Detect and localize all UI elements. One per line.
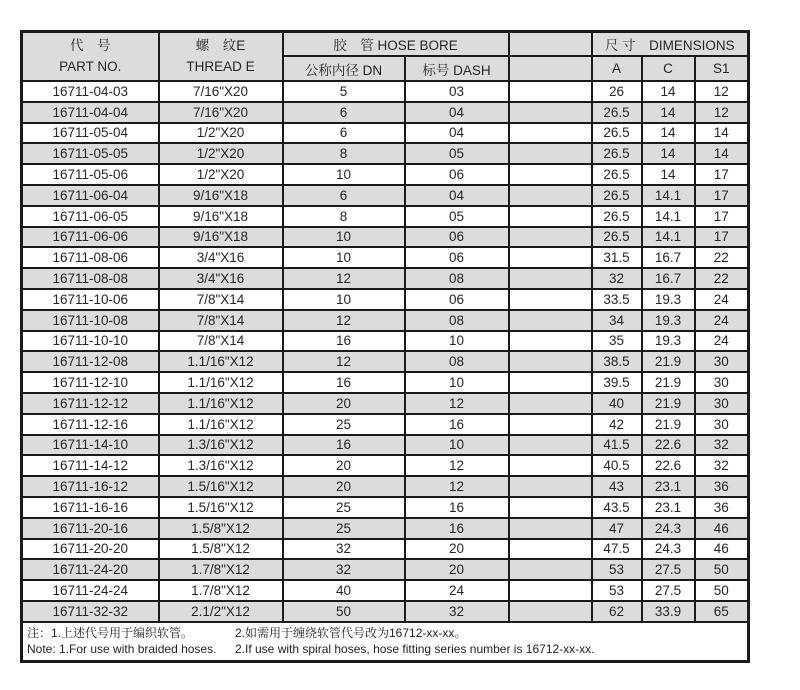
dim-c-cell: 24.3 <box>642 518 695 539</box>
part-no-cell: 16711-24-20 <box>22 559 159 580</box>
dim-c-cell: 21.9 <box>642 414 695 435</box>
dash-cell: 06 <box>405 227 509 248</box>
dash-cell: 24 <box>405 580 509 601</box>
dim-c-cell: 21.9 <box>642 393 695 414</box>
part-no-cell: 16711-12-12 <box>22 393 159 414</box>
dn-cell: 5 <box>283 81 405 102</box>
dim-c-cell: 16.7 <box>642 268 695 289</box>
notes-area <box>22 622 749 662</box>
thread-cell: 7/16"X20 <box>159 102 283 123</box>
dim-s1-cell: 24 <box>695 310 749 331</box>
dash-cell: 10 <box>405 331 509 352</box>
part-no-cell: 16711-05-05 <box>22 143 159 164</box>
fittings-table <box>20 30 750 663</box>
part-no-cell: 16711-20-20 <box>22 539 159 560</box>
dn-cell: 8 <box>283 143 405 164</box>
dn-cell: 20 <box>283 393 405 414</box>
dim-c-cell: 14.1 <box>642 185 695 206</box>
dash-cell: 06 <box>405 164 509 185</box>
thread-cell: 1/2"X20 <box>159 143 283 164</box>
dim-a-cell: 42 <box>592 414 642 435</box>
dash-cell: 06 <box>405 247 509 268</box>
spacer-cell <box>509 518 592 539</box>
part-no-cell: 16711-10-06 <box>22 289 159 310</box>
dim-c-cell: 19.3 <box>642 331 695 352</box>
table-row <box>22 310 749 331</box>
spacer-cell <box>509 476 592 497</box>
dn-cell: 10 <box>283 227 405 248</box>
thread-cell: 7/8"X14 <box>159 310 283 331</box>
dim-a-cell: 26.5 <box>592 164 642 185</box>
table-row <box>22 102 749 123</box>
spacer-cell <box>509 227 592 248</box>
table-row <box>22 227 749 248</box>
dash-cell: 08 <box>405 310 509 331</box>
spacer-cell <box>509 580 592 601</box>
spacer-cell <box>509 81 592 102</box>
thread-cell: 1.3/16"X12 <box>159 455 283 476</box>
dim-c-cell: 14.1 <box>642 227 695 248</box>
header-hose-bore-group: 胶 管 HOSE BORE <box>283 32 509 57</box>
spacer-cell <box>509 351 592 372</box>
note-en-1: Note: 1.For use with braided hoses. <box>27 641 217 656</box>
dim-s1-cell: 32 <box>695 435 749 456</box>
dash-cell: 12 <box>405 393 509 414</box>
part-no-cell: 16711-04-03 <box>22 81 159 102</box>
dim-a-cell: 53 <box>592 559 642 580</box>
spacer-cell <box>509 435 592 456</box>
dash-cell: 05 <box>405 143 509 164</box>
thread-cell: 1.1/16"X12 <box>159 372 283 393</box>
dim-s1-cell: 22 <box>695 268 749 289</box>
table-row <box>22 414 749 435</box>
header-spacer-top <box>509 32 592 57</box>
dim-c-cell: 21.9 <box>642 372 695 393</box>
spacer-cell <box>509 143 592 164</box>
dim-a-cell: 26.5 <box>592 102 642 123</box>
spacer-cell <box>509 393 592 414</box>
dash-cell: 20 <box>405 559 509 580</box>
spacer-cell <box>509 289 592 310</box>
table-row <box>22 206 749 227</box>
dash-cell: 10 <box>405 372 509 393</box>
dim-a-cell: 33.5 <box>592 289 642 310</box>
part-no-cell: 16711-20-16 <box>22 518 159 539</box>
dn-cell: 20 <box>283 476 405 497</box>
dim-a-cell: 47 <box>592 518 642 539</box>
thread-cell: 1.7/8"X12 <box>159 559 283 580</box>
note-line-en <box>27 641 743 657</box>
part-no-cell: 16711-12-10 <box>22 372 159 393</box>
part-no-cell: 16711-05-04 <box>22 123 159 144</box>
part-no-cell: 16711-12-16 <box>22 414 159 435</box>
thread-cell: 1.1/16"X12 <box>159 393 283 414</box>
dim-c-cell: 14 <box>642 164 695 185</box>
thread-cell: 1.7/8"X12 <box>159 580 283 601</box>
dn-cell: 6 <box>283 102 405 123</box>
header-spacer-bottom <box>509 56 592 81</box>
dim-a-cell: 53 <box>592 580 642 601</box>
spacer-cell <box>509 331 592 352</box>
dim-s1-cell: 65 <box>695 601 749 622</box>
dim-c-cell: 27.5 <box>642 580 695 601</box>
thread-cell: 1/2"X20 <box>159 123 283 144</box>
header-thread <box>159 32 283 82</box>
dim-s1-cell: 50 <box>695 580 749 601</box>
dash-cell: 12 <box>405 476 509 497</box>
dn-cell: 10 <box>283 164 405 185</box>
dash-cell: 10 <box>405 435 509 456</box>
note-line-zh <box>27 625 743 641</box>
dn-cell: 6 <box>283 185 405 206</box>
dash-cell: 32 <box>405 601 509 622</box>
header-a: A <box>592 56 642 81</box>
dim-a-cell: 26.5 <box>592 185 642 206</box>
table-header <box>22 32 749 82</box>
dim-a-cell: 38.5 <box>592 351 642 372</box>
dn-cell: 32 <box>283 559 405 580</box>
thread-cell: 9/16"X18 <box>159 185 283 206</box>
dim-a-cell: 43 <box>592 476 642 497</box>
table-row <box>22 435 749 456</box>
table-row <box>22 143 749 164</box>
dim-a-cell: 34 <box>592 310 642 331</box>
part-no-cell: 16711-06-05 <box>22 206 159 227</box>
dim-s1-cell: 46 <box>695 539 749 560</box>
dim-a-cell: 43.5 <box>592 497 642 518</box>
spacer-cell <box>509 372 592 393</box>
part-no-cell: 16711-12-08 <box>22 351 159 372</box>
note-en-2: 2.If use with spiral hoses, hose fitting series number is 16712-xx-xx. <box>235 641 595 656</box>
dim-s1-cell: 14 <box>695 143 749 164</box>
dn-cell: 12 <box>283 268 405 289</box>
dash-cell: 04 <box>405 123 509 144</box>
spacer-cell <box>509 185 592 206</box>
dn-cell: 10 <box>283 247 405 268</box>
dim-a-cell: 26.5 <box>592 227 642 248</box>
dn-cell: 16 <box>283 435 405 456</box>
table-row <box>22 81 749 102</box>
dim-a-cell: 41.5 <box>592 435 642 456</box>
part-no-cell: 16711-06-06 <box>22 227 159 248</box>
dim-c-cell: 33.9 <box>642 601 695 622</box>
thread-cell: 7/8"X14 <box>159 289 283 310</box>
dim-s1-cell: 17 <box>695 227 749 248</box>
part-no-cell: 16711-32-32 <box>22 601 159 622</box>
part-no-cell: 16711-05-06 <box>22 164 159 185</box>
dn-cell: 32 <box>283 539 405 560</box>
dn-cell: 50 <box>283 601 405 622</box>
spacer-cell <box>509 497 592 518</box>
thread-cell: 9/16"X18 <box>159 227 283 248</box>
thread-cell: 1.5/8"X12 <box>159 539 283 560</box>
dim-s1-cell: 30 <box>695 414 749 435</box>
thread-cell: 2.1/2"X12 <box>159 601 283 622</box>
dim-s1-cell: 12 <box>695 81 749 102</box>
dash-cell: 03 <box>405 81 509 102</box>
thread-cell: 7/8"X14 <box>159 331 283 352</box>
dn-cell: 8 <box>283 206 405 227</box>
dash-cell: 06 <box>405 289 509 310</box>
dim-s1-cell: 30 <box>695 351 749 372</box>
dim-s1-cell: 32 <box>695 455 749 476</box>
part-no-cell: 16711-24-24 <box>22 580 159 601</box>
part-no-cell: 16711-14-12 <box>22 455 159 476</box>
dn-cell: 25 <box>283 497 405 518</box>
spacer-cell <box>509 102 592 123</box>
dash-cell: 08 <box>405 351 509 372</box>
dim-s1-cell: 36 <box>695 476 749 497</box>
header-thread-en: THREAD E <box>186 58 255 74</box>
part-no-cell: 16711-10-08 <box>22 310 159 331</box>
dim-s1-cell: 17 <box>695 164 749 185</box>
part-no-cell: 16711-06-04 <box>22 185 159 206</box>
dim-a-cell: 39.5 <box>592 372 642 393</box>
dim-c-cell: 14 <box>642 81 695 102</box>
thread-cell: 1.5/16"X12 <box>159 497 283 518</box>
dash-cell: 05 <box>405 206 509 227</box>
table-row <box>22 580 749 601</box>
dim-a-cell: 62 <box>592 601 642 622</box>
spacer-cell <box>509 414 592 435</box>
table-row <box>22 123 749 144</box>
spacer-cell <box>509 123 592 144</box>
table-row <box>22 393 749 414</box>
note-zh-1: 注：1.上述代号用于编织软管。 <box>27 625 194 640</box>
header-dn: 公称内径 DN <box>283 56 405 81</box>
dim-s1-cell: 24 <box>695 331 749 352</box>
dash-cell: 16 <box>405 414 509 435</box>
dash-cell: 16 <box>405 497 509 518</box>
table-row <box>22 331 749 352</box>
dim-c-cell: 24.3 <box>642 539 695 560</box>
thread-cell: 1/2"X20 <box>159 164 283 185</box>
dim-c-cell: 21.9 <box>642 351 695 372</box>
table-row <box>22 351 749 372</box>
header-dimensions-group: 尺 寸 DIMENSIONS <box>592 32 749 57</box>
dim-s1-cell: 24 <box>695 289 749 310</box>
dim-s1-cell: 12 <box>695 102 749 123</box>
dim-a-cell: 26.5 <box>592 206 642 227</box>
table-body <box>22 81 749 622</box>
table-row <box>22 559 749 580</box>
part-no-cell: 16711-16-12 <box>22 476 159 497</box>
table-row <box>22 247 749 268</box>
dn-cell: 12 <box>283 351 405 372</box>
thread-cell: 1.3/16"X12 <box>159 435 283 456</box>
header-c: C <box>642 56 695 81</box>
thread-cell: 1.1/16"X12 <box>159 414 283 435</box>
spacer-cell <box>509 268 592 289</box>
dim-s1-cell: 30 <box>695 372 749 393</box>
dim-c-cell: 14 <box>642 102 695 123</box>
dash-cell: 04 <box>405 102 509 123</box>
dash-cell: 04 <box>405 185 509 206</box>
table-row <box>22 268 749 289</box>
spacer-cell <box>509 206 592 227</box>
dim-c-cell: 19.3 <box>642 310 695 331</box>
thread-cell: 9/16"X18 <box>159 206 283 227</box>
table-row <box>22 497 749 518</box>
dim-a-cell: 40.5 <box>592 455 642 476</box>
table-row <box>22 372 749 393</box>
dim-s1-cell: 36 <box>695 497 749 518</box>
part-no-cell: 16711-08-08 <box>22 268 159 289</box>
spacer-cell <box>509 539 592 560</box>
dim-a-cell: 32 <box>592 268 642 289</box>
dim-s1-cell: 14 <box>695 123 749 144</box>
dim-c-cell: 14.1 <box>642 206 695 227</box>
dn-cell: 16 <box>283 372 405 393</box>
note-zh-2: 2.如需用于缠绕软管代号改为16712-xx-xx。 <box>235 625 467 640</box>
dash-cell: 16 <box>405 518 509 539</box>
header-part-no-en: PART NO. <box>59 58 122 74</box>
table-footer <box>22 622 749 662</box>
thread-cell: 1.5/8"X12 <box>159 518 283 539</box>
dn-cell: 25 <box>283 518 405 539</box>
dim-c-cell: 14 <box>642 143 695 164</box>
spacer-cell <box>509 455 592 476</box>
table-row <box>22 518 749 539</box>
dn-cell: 20 <box>283 455 405 476</box>
dim-c-cell: 14 <box>642 123 695 144</box>
dn-cell: 40 <box>283 580 405 601</box>
spacer-cell <box>509 601 592 622</box>
dash-cell: 12 <box>405 455 509 476</box>
table-row <box>22 601 749 622</box>
dim-a-cell: 47.5 <box>592 539 642 560</box>
dim-c-cell: 16.7 <box>642 247 695 268</box>
table-row <box>22 539 749 560</box>
dim-c-cell: 23.1 <box>642 476 695 497</box>
part-no-cell: 16711-10-10 <box>22 331 159 352</box>
spacer-cell <box>509 310 592 331</box>
thread-cell: 7/16"X20 <box>159 81 283 102</box>
dim-c-cell: 19.3 <box>642 289 695 310</box>
header-part-no <box>22 32 159 82</box>
dim-s1-cell: 50 <box>695 559 749 580</box>
dim-c-cell: 22.6 <box>642 435 695 456</box>
dim-s1-cell: 17 <box>695 185 749 206</box>
table-row <box>22 185 749 206</box>
dim-s1-cell: 30 <box>695 393 749 414</box>
header-thread-zh: 螺 纹E <box>195 37 246 53</box>
thread-cell: 3/4"X16 <box>159 247 283 268</box>
table-row <box>22 164 749 185</box>
dim-a-cell: 26.5 <box>592 123 642 144</box>
dim-s1-cell: 17 <box>695 206 749 227</box>
dim-a-cell: 35 <box>592 331 642 352</box>
thread-cell: 1.1/16"X12 <box>159 351 283 372</box>
spacer-cell <box>509 164 592 185</box>
part-no-cell: 16711-14-10 <box>22 435 159 456</box>
dim-c-cell: 23.1 <box>642 497 695 518</box>
dim-a-cell: 40 <box>592 393 642 414</box>
dash-cell: 08 <box>405 268 509 289</box>
part-no-cell: 16711-16-16 <box>22 497 159 518</box>
dim-c-cell: 27.5 <box>642 559 695 580</box>
table-row <box>22 476 749 497</box>
dim-s1-cell: 22 <box>695 247 749 268</box>
dim-a-cell: 26 <box>592 81 642 102</box>
header-dash: 标号 DASH <box>405 56 509 81</box>
table-row <box>22 289 749 310</box>
dn-cell: 12 <box>283 310 405 331</box>
part-no-cell: 16711-08-06 <box>22 247 159 268</box>
spacer-cell <box>509 559 592 580</box>
thread-cell: 1.5/16"X12 <box>159 476 283 497</box>
dn-cell: 16 <box>283 331 405 352</box>
dim-s1-cell: 46 <box>695 518 749 539</box>
dn-cell: 10 <box>283 289 405 310</box>
dash-cell: 20 <box>405 539 509 560</box>
header-part-no-zh: 代 号 <box>70 37 111 53</box>
thread-cell: 3/4"X16 <box>159 268 283 289</box>
part-no-cell: 16711-04-04 <box>22 102 159 123</box>
dn-cell: 6 <box>283 123 405 144</box>
table-row <box>22 455 749 476</box>
dim-c-cell: 22.6 <box>642 455 695 476</box>
dim-a-cell: 26.5 <box>592 143 642 164</box>
spacer-cell <box>509 247 592 268</box>
dim-a-cell: 31.5 <box>592 247 642 268</box>
dn-cell: 25 <box>283 414 405 435</box>
header-s1: S1 <box>695 56 749 81</box>
